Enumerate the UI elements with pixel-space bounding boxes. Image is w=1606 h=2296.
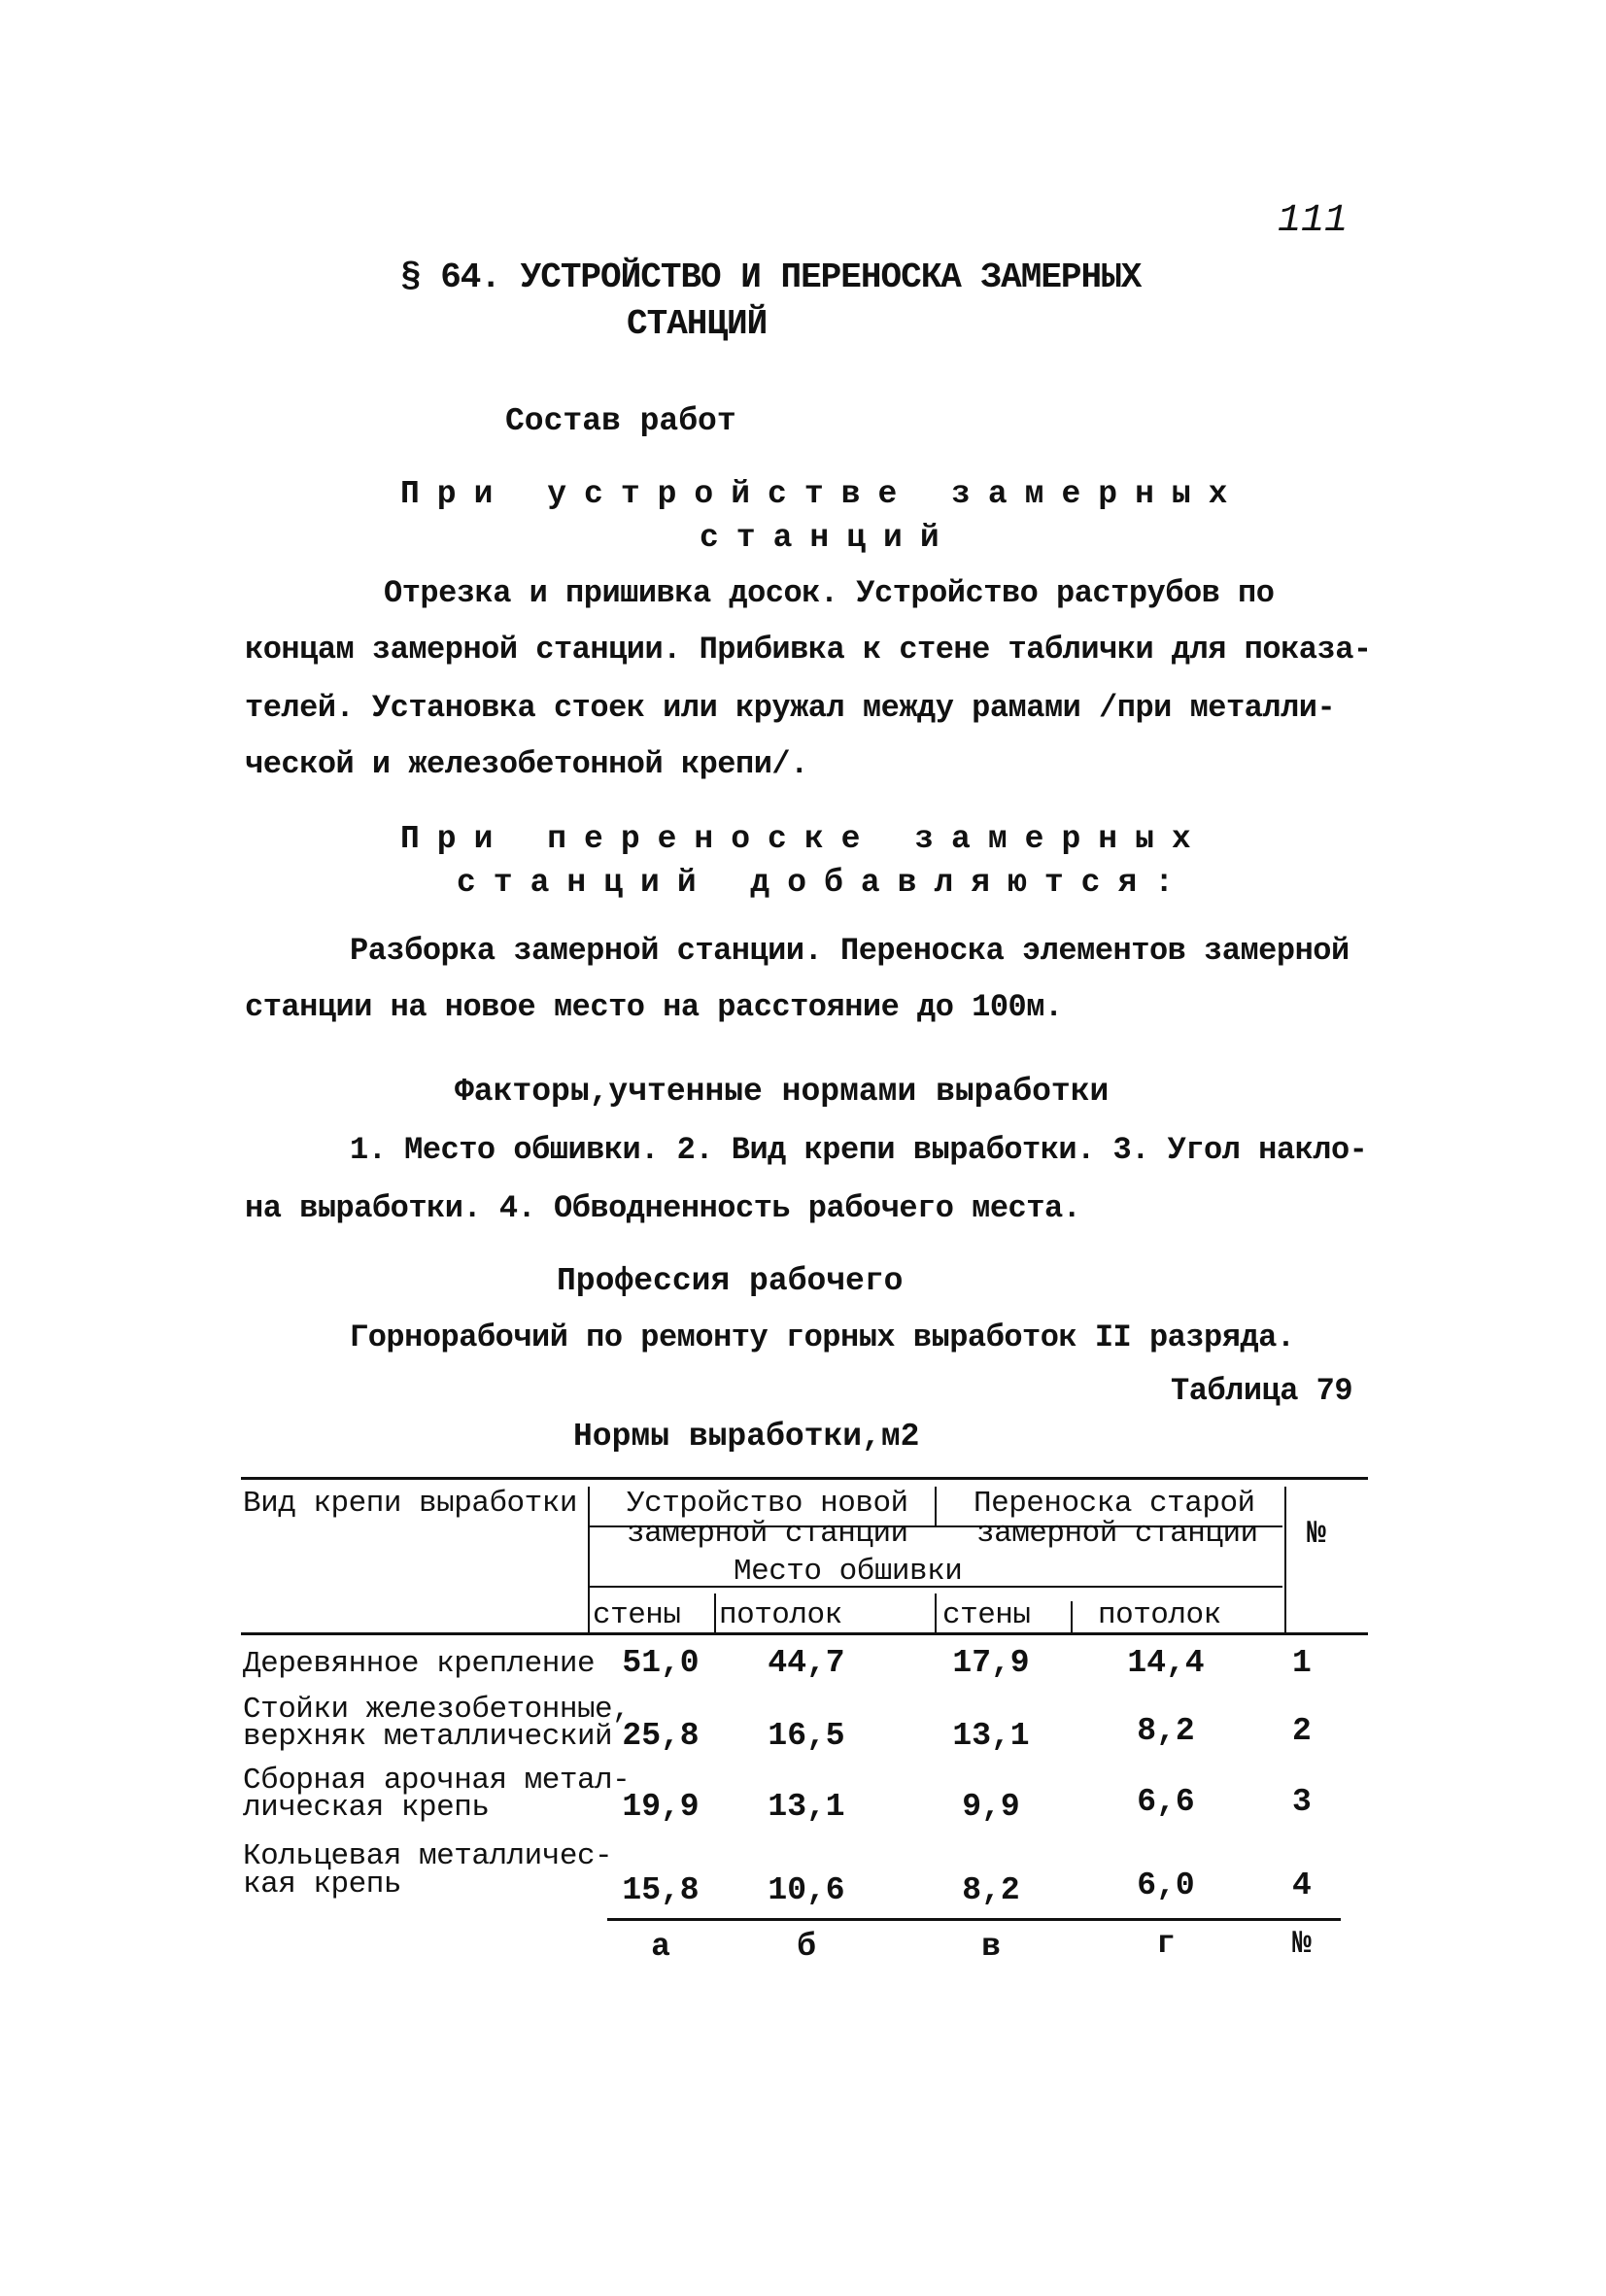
install-text-line: ческой и железобетонной крепи/. — [245, 746, 808, 782]
section-title-line1: § 64. УСТРОЙСТВО И ПЕРЕНОСКА ЗАМЕРНЫХ — [400, 257, 1142, 297]
header-ceiling-new: потолок — [719, 1598, 842, 1632]
header-old-line2: замерной станции — [976, 1517, 1258, 1551]
cell-b: 13,1 — [768, 1789, 845, 1825]
header-number: № — [1307, 1516, 1326, 1552]
cell-number: 2 — [1292, 1713, 1312, 1749]
composition-heading: Состав работ — [505, 403, 736, 439]
row-type: Кольцевая металличес- — [243, 1839, 613, 1873]
transfer-heading-line1: При переноске замерных — [400, 821, 1209, 857]
header-old-line1: Переноска старой — [974, 1487, 1255, 1521]
profession-heading: Профессия рабочего — [557, 1263, 904, 1299]
header-type: Вид крепи выработки — [243, 1487, 577, 1521]
header-bottom-rule — [241, 1632, 1368, 1635]
table-title: Нормы выработки,м2 — [573, 1419, 920, 1455]
footer-number: № — [1292, 1926, 1312, 1962]
col-separator — [588, 1487, 590, 1632]
table-bottom-rule — [607, 1918, 1341, 1921]
cell-v: 13,1 — [952, 1718, 1030, 1754]
cell-b: 10,6 — [768, 1872, 845, 1908]
cell-a: 25,8 — [622, 1718, 700, 1754]
header-ceiling-old: потолок — [1098, 1598, 1221, 1632]
transfer-text-line: Разборка замерной станции. Переноска элементов замерной — [350, 933, 1350, 969]
cell-g: 14,4 — [1127, 1645, 1205, 1681]
cell-number: 1 — [1292, 1645, 1312, 1681]
col-separator — [935, 1487, 937, 1525]
cell-number: 4 — [1292, 1868, 1312, 1903]
cell-a: 15,8 — [622, 1872, 700, 1908]
cell-a: 51,0 — [622, 1645, 700, 1681]
cell-b: 16,5 — [768, 1718, 845, 1754]
install-text-line: концам замерной станции. Прибивка к стене таблички для показа- — [245, 632, 1372, 668]
cell-a: 19,9 — [622, 1789, 700, 1825]
profession-text: Горнорабочий по ремонту горных выработок II разряда. — [350, 1319, 1295, 1355]
row-type: верхняк металлический — [243, 1720, 613, 1754]
col-separator — [935, 1593, 937, 1632]
table-label: Таблица 79 — [1171, 1373, 1353, 1409]
row-type: кая крепь — [243, 1868, 401, 1902]
cell-g: 6,6 — [1137, 1784, 1195, 1820]
col-separator — [714, 1593, 716, 1632]
row-type: Деревянное крепление — [243, 1647, 596, 1681]
cell-v: 17,9 — [952, 1645, 1030, 1681]
row-type: Стойки железобетонные, — [243, 1693, 631, 1727]
footer-b: б — [797, 1929, 816, 1965]
cell-v: 8,2 — [962, 1872, 1020, 1908]
table-top-rule — [241, 1477, 1368, 1480]
install-heading-line2: станций — [700, 520, 957, 556]
page-number: 111 — [1278, 199, 1349, 243]
install-text-line: телей. Установка стоек или кружал между рамами /при металли- — [245, 690, 1336, 726]
cell-g: 6,0 — [1137, 1868, 1195, 1903]
factors-heading: Факторы,учтенные нормами выработки — [455, 1074, 1110, 1110]
factors-text-line: 1. Место обшивки. 2. Вид крепи выработки. 3. Угол накло- — [350, 1132, 1368, 1168]
header-walls-new: стены — [593, 1598, 681, 1632]
transfer-text-line: станции на новое место на расстояние до 100м. — [245, 989, 1063, 1025]
header-walls-old: стены — [942, 1598, 1031, 1632]
cell-number: 3 — [1292, 1784, 1312, 1820]
factors-text-line: на выработки. 4. Обводненность рабочего места. — [245, 1190, 1081, 1226]
footer-g: г — [1156, 1926, 1176, 1962]
row-type: Сборная арочная метал- — [243, 1764, 631, 1798]
footer-a: а — [651, 1929, 670, 1965]
install-heading-line1: При устройстве замерных — [400, 476, 1246, 512]
row-type: лическая крепь — [243, 1791, 490, 1825]
cell-v: 9,9 — [962, 1789, 1020, 1825]
header-new-line1: Устройство новой — [627, 1487, 908, 1521]
header-new-line2: замерной станции — [627, 1517, 908, 1551]
install-text-line: Отрезка и пришивка досок. Устройство раструбов по — [384, 575, 1275, 611]
section-title-line2: СТАНЦИЙ — [627, 304, 768, 344]
col-separator — [1284, 1487, 1286, 1632]
col-separator — [1071, 1601, 1073, 1632]
header-cladding-place: Место обшивки — [734, 1555, 963, 1589]
transfer-heading-line2: станций добавляются: — [457, 865, 1192, 901]
footer-v: в — [981, 1929, 1001, 1965]
cell-g: 8,2 — [1137, 1713, 1195, 1749]
cell-b: 44,7 — [768, 1645, 845, 1681]
